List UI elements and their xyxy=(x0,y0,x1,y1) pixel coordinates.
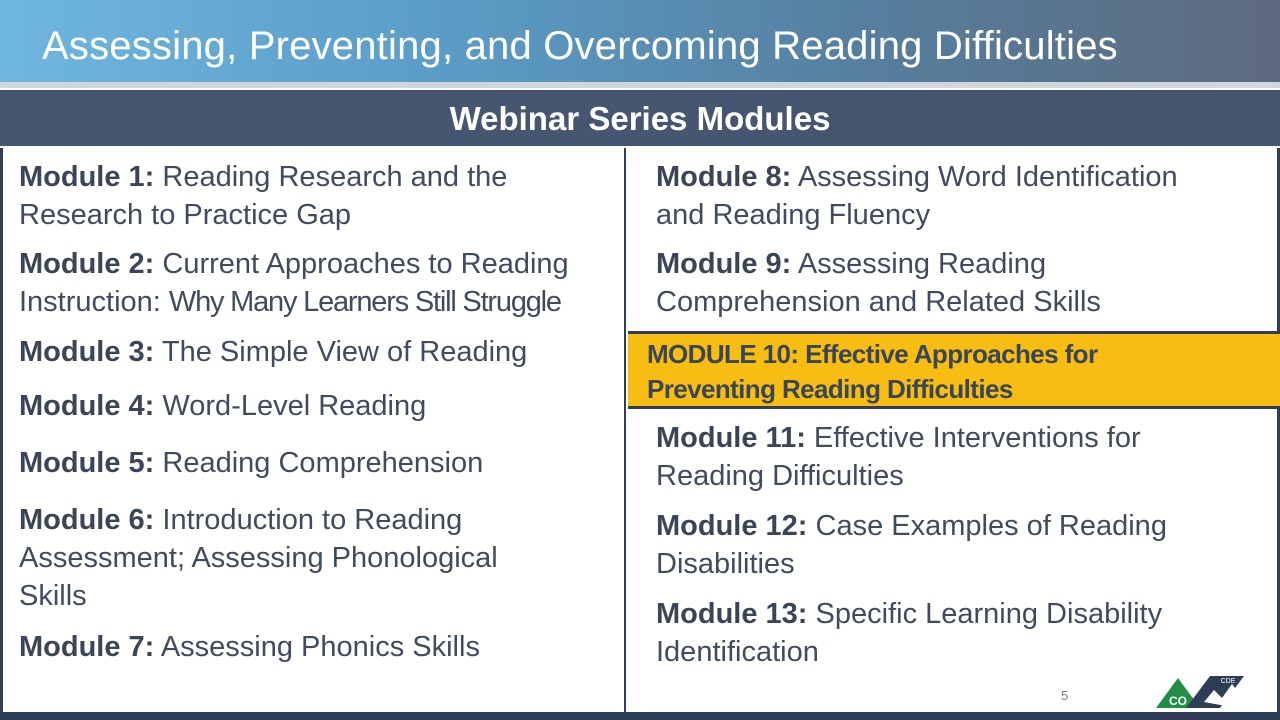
module-7 xyxy=(19,628,619,666)
module-title: Current Approaches to Reading xyxy=(162,248,569,280)
module-6 xyxy=(19,501,619,615)
module-title-line2: Identification xyxy=(656,636,819,668)
module-title: Assessing Phonics Skills xyxy=(160,631,480,663)
module-13 xyxy=(656,595,1266,671)
module-title: Assessing Word Identification xyxy=(797,161,1178,193)
module-label: Module 7: xyxy=(19,631,155,663)
module-title-line2: Assessment; Assessing Phonological xyxy=(19,542,498,574)
module-2 xyxy=(19,245,619,321)
module-label: Module 9: xyxy=(656,248,792,280)
module-title-line2b: Why Many Learners Still Struggle xyxy=(168,286,561,318)
module-label: Module 6: xyxy=(19,504,155,536)
cde-logo-icon xyxy=(1152,672,1248,712)
module-title-line2: Reading Difficulties xyxy=(656,460,904,492)
logo-cde-text: CDE xyxy=(1220,678,1236,685)
module-title-line2: and Reading Fluency xyxy=(656,199,931,231)
page-number: 5 xyxy=(1061,688,1069,703)
module-5 xyxy=(19,444,619,482)
module-label: Module 5: xyxy=(19,447,155,479)
module-title-line2: Instruction: xyxy=(19,286,169,318)
module-label: MODULE 10: xyxy=(647,339,799,369)
module-4 xyxy=(19,387,619,425)
module-label: Module 2: xyxy=(19,248,155,280)
module-1 xyxy=(19,158,619,234)
module-label: Module 13: xyxy=(656,598,808,630)
module-title: The Simple View of Reading xyxy=(161,336,528,368)
section-header: Webinar Series Modules xyxy=(449,100,831,137)
module-9 xyxy=(656,245,1266,321)
module-title: Reading Comprehension xyxy=(162,447,484,479)
module-title: Effective Approaches for xyxy=(805,339,1098,369)
module-label: Module 8: xyxy=(656,161,792,193)
module-12 xyxy=(656,507,1266,583)
module-label: Module 4: xyxy=(19,390,155,422)
module-label: Module 3: xyxy=(19,336,155,368)
module-title: Effective Interventions for xyxy=(813,422,1141,454)
bottom-border xyxy=(0,712,1280,720)
module-label: Module 1: xyxy=(19,161,155,193)
module-title-line3: Skills xyxy=(19,580,87,612)
module-title: Reading Research and the Research to Practice Gap xyxy=(19,161,508,231)
logo-co-text: CO xyxy=(1169,694,1187,708)
module-label: Module 11: xyxy=(656,422,806,454)
module-11 xyxy=(656,419,1266,495)
module-title-line2: Disabilities xyxy=(656,548,795,580)
module-title: Assessing Reading xyxy=(797,248,1047,280)
module-label: Module 12: xyxy=(656,510,808,542)
module-title: Word-Level Reading xyxy=(162,390,427,422)
module-title-line2: Comprehension and Related Skills xyxy=(656,286,1101,318)
module-title: Specific Learning Disability xyxy=(815,598,1163,630)
slide-title: Assessing, Preventing, and Overcoming Reading Difficulties xyxy=(42,24,1118,68)
module-title-line2: Preventing Reading Difficulties xyxy=(647,374,1013,404)
module-title: Case Examples of Reading xyxy=(815,510,1167,542)
module-8 xyxy=(656,158,1266,234)
module-10 xyxy=(647,337,1097,407)
module-3 xyxy=(19,333,619,371)
module-title: Introduction to Reading xyxy=(162,504,463,536)
